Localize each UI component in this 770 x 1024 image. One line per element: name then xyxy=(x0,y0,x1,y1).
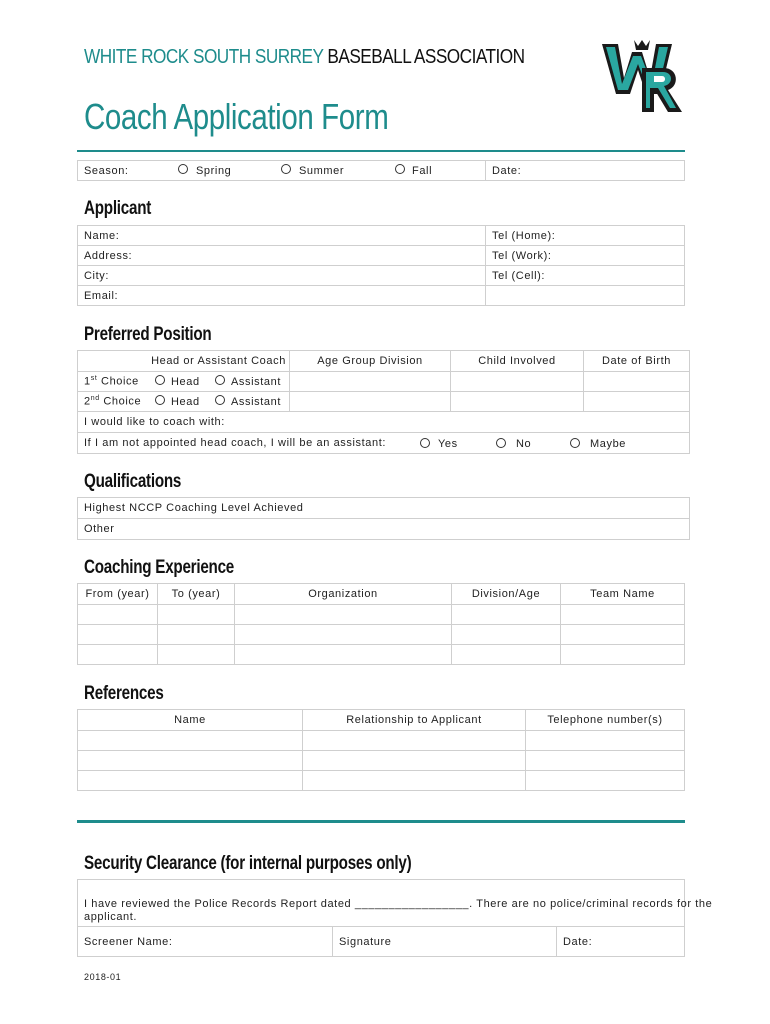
spring-label: Spring xyxy=(196,165,232,177)
applicant-heading: Applicant xyxy=(84,198,152,219)
experience-cell[interactable] xyxy=(77,644,158,665)
col-age-group xyxy=(289,350,451,372)
experience-cell[interactable] xyxy=(451,624,561,645)
screener-label: Screener Name: xyxy=(84,935,173,948)
experience-cell[interactable] xyxy=(234,604,452,625)
yes-radio[interactable] xyxy=(420,438,430,448)
spring-radio[interactable] xyxy=(178,164,188,174)
experience-cell[interactable] xyxy=(560,644,685,665)
fall-radio[interactable] xyxy=(395,164,405,174)
coaching-experience-heading: Coaching Experience xyxy=(84,557,235,578)
col-child-label: Child Involved xyxy=(478,355,556,367)
first-choice-word: Choice xyxy=(97,375,139,388)
other-qual-field[interactable] xyxy=(77,518,690,540)
reference-cell[interactable] xyxy=(525,750,685,771)
references-col-header: Telephone number(s) xyxy=(525,709,685,731)
reference-cell[interactable] xyxy=(525,770,685,791)
form-code: 2018-01 xyxy=(84,972,122,982)
coach-with-field[interactable] xyxy=(77,411,690,433)
experience-col-header: Division/Age xyxy=(451,583,561,605)
organization-name xyxy=(84,46,525,69)
second-choice-dob[interactable] xyxy=(583,391,690,412)
references-col-header: Relationship to Applicant xyxy=(302,709,526,731)
nccp-label: Highest NCCP Coaching Level Achieved xyxy=(84,502,304,514)
season-date-label: Date: xyxy=(492,165,522,177)
second-assistant-label: Assistant xyxy=(231,396,282,408)
references-col-header: Name xyxy=(77,709,303,731)
second-head-radio[interactable] xyxy=(155,395,165,405)
second-choice-label xyxy=(84,395,141,408)
maybe-radio[interactable] xyxy=(570,438,580,448)
city-label: City: xyxy=(84,269,109,282)
experience-col-header: Team Name xyxy=(560,583,685,605)
experience-cell[interactable] xyxy=(234,644,452,665)
second-choice-word: Choice xyxy=(99,395,142,408)
summer-label: Summer xyxy=(299,165,345,177)
blank-field xyxy=(485,285,685,306)
col-age-group-label: Age Group Division xyxy=(317,355,423,367)
summer-radio[interactable] xyxy=(281,164,291,174)
first-choice-dob[interactable] xyxy=(583,371,690,392)
experience-cell[interactable] xyxy=(234,624,452,645)
reference-cell[interactable] xyxy=(302,730,526,751)
security-date-label: Date: xyxy=(563,935,593,948)
name-label: Name: xyxy=(84,229,120,242)
experience-col-header: To (year) xyxy=(157,583,235,605)
references-heading: References xyxy=(84,683,164,704)
first-choice-age[interactable] xyxy=(289,371,451,392)
experience-cell[interactable] xyxy=(451,604,561,625)
tel-cell-field[interactable] xyxy=(485,265,685,286)
tel-home-field[interactable] xyxy=(485,225,685,246)
season-label: Season: xyxy=(84,165,129,177)
first-assistant-radio[interactable] xyxy=(215,375,225,385)
experience-cell[interactable] xyxy=(77,604,158,625)
security-heading: Security Clearance (for internal purposes only) xyxy=(84,853,412,874)
maybe-label: Maybe xyxy=(590,438,627,450)
tel-cell-label: Tel (Cell): xyxy=(492,269,546,282)
signature-label: Signature xyxy=(339,935,392,948)
first-choice-sup: st xyxy=(90,375,98,382)
first-choice-child[interactable] xyxy=(450,371,584,392)
title-divider xyxy=(77,150,685,152)
coach-with-label: I would like to coach with: xyxy=(84,416,225,428)
reference-cell[interactable] xyxy=(302,770,526,791)
reference-cell[interactable] xyxy=(77,750,303,771)
first-head-radio[interactable] xyxy=(155,375,165,385)
first-choice-number: 1 xyxy=(84,375,91,388)
experience-cell[interactable] xyxy=(560,604,685,625)
qualifications-heading: Qualifications xyxy=(84,471,182,492)
first-assistant-label: Assistant xyxy=(231,376,282,388)
city-field[interactable] xyxy=(77,265,486,286)
yes-label: Yes xyxy=(438,438,458,450)
preferred-position-heading: Preferred Position xyxy=(84,324,212,345)
second-choice-child[interactable] xyxy=(450,391,584,412)
experience-cell[interactable] xyxy=(157,644,235,665)
email-field[interactable] xyxy=(77,285,486,306)
other-qual-label: Other xyxy=(84,523,115,535)
reference-cell[interactable] xyxy=(525,730,685,751)
second-assistant-radio[interactable] xyxy=(215,395,225,405)
col-head-assistant-label: Head or Assistant Coach xyxy=(151,355,286,367)
reference-cell[interactable] xyxy=(77,770,303,791)
address-label: Address: xyxy=(84,249,133,262)
signature-field[interactable] xyxy=(332,926,557,957)
col-dob xyxy=(583,350,690,372)
col-dob-label: Date of Birth xyxy=(602,355,671,367)
experience-cell[interactable] xyxy=(157,624,235,645)
email-label: Email: xyxy=(84,289,119,302)
experience-cell[interactable] xyxy=(157,604,235,625)
experience-cell[interactable] xyxy=(451,644,561,665)
screener-field[interactable] xyxy=(77,926,333,957)
col-head-assistant xyxy=(77,350,290,372)
experience-cell[interactable] xyxy=(77,624,158,645)
no-radio[interactable] xyxy=(496,438,506,448)
no-label: No xyxy=(516,438,532,450)
nccp-field[interactable] xyxy=(77,497,690,519)
second-choice-sup: nd xyxy=(90,395,100,402)
reference-cell[interactable] xyxy=(77,730,303,751)
experience-col-header: Organization xyxy=(234,583,452,605)
first-head-label: Head xyxy=(171,376,200,388)
experience-col-header: From (year) xyxy=(77,583,158,605)
org-name-black: BASEBALL ASSOCIATION xyxy=(327,46,525,68)
appointed-label: If I am not appointed head coach, I will be an assistant: xyxy=(84,437,387,449)
wr-logo xyxy=(598,38,686,114)
security-date-field[interactable] xyxy=(556,926,685,957)
second-choice-number: 2 xyxy=(84,395,91,408)
second-choice-age[interactable] xyxy=(289,391,451,412)
address-field[interactable] xyxy=(77,245,486,266)
tel-work-label: Tel (Work): xyxy=(492,249,552,262)
second-head-label: Head xyxy=(171,396,200,408)
first-choice-label xyxy=(84,375,139,388)
org-name-teal: WHITE ROCK SOUTH SURREY xyxy=(84,46,324,68)
security-statement: I have reviewed the Police Records Report dated _________________. There are no police/criminal records for the xyxy=(84,898,713,910)
page-title: Coach Application Form xyxy=(84,96,389,137)
security-statement-cont: applicant. xyxy=(84,911,138,923)
experience-cell[interactable] xyxy=(560,624,685,645)
section-divider xyxy=(77,820,685,823)
name-field[interactable] xyxy=(77,225,486,246)
reference-cell[interactable] xyxy=(302,750,526,771)
tel-work-field[interactable] xyxy=(485,245,685,266)
fall-label: Fall xyxy=(412,165,433,177)
col-child xyxy=(450,350,584,372)
tel-home-label: Tel (Home): xyxy=(492,229,556,242)
